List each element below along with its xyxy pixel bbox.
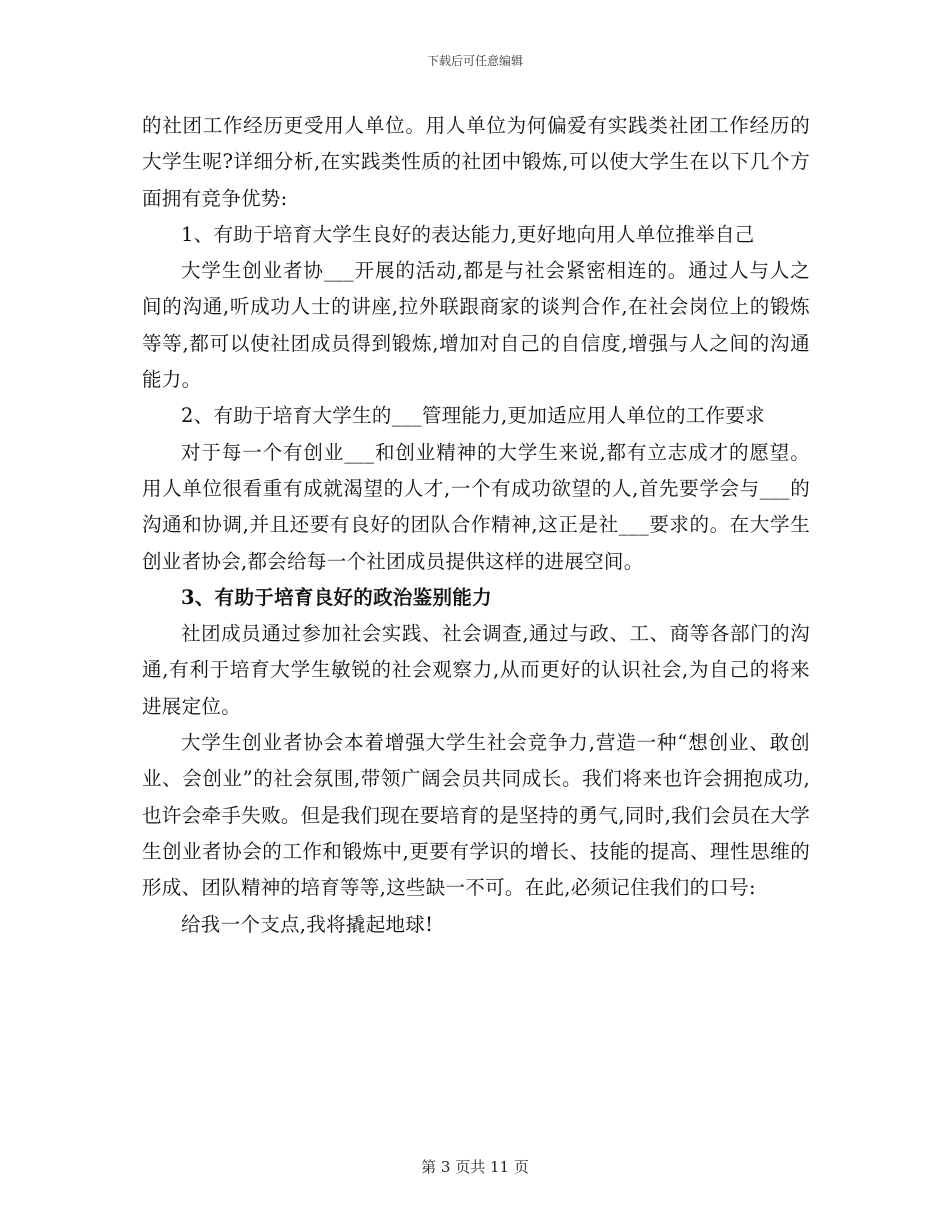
page-number: 第 3 页共 11 页 [421, 1158, 529, 1176]
slogan-paragraph: 给我一个支点,我将撬起地球! [181, 912, 434, 936]
paragraph-4: 对于每一个有创业___和创业精神的大学生来说,都有立志成才的愿望。用人单位很看重有成就渴望的人才,一个有成功欲望的人,首先要学会与___的沟通和协调,并且还要有良好的团队合作精神,这正是社___要求的。在大学生创业者协会,都会给每一个社团成员提供这样的进展空间。 [142, 440, 810, 573]
document-body [142, 108, 810, 943]
section-heading-1: 1、有助于培育大学生良好的表达能力,更好地向用人单位推举自己 [181, 222, 755, 246]
section-heading-3: 3、有助于培育良好的政治鉴别能力 [181, 585, 492, 609]
section-heading-2: 2、有助于培育大学生的___管理能力,更加适应用人单位的工作要求 [181, 404, 765, 428]
paragraph-7: 大学生创业者协会本着增强大学生社会竞争力,营造一种“想创业、敢创业、会创业”的社会氛围,带领广阔会员共同成长。我们将来也许会拥抱成功,也许会牵手失败。但是我们现在要培育的是坚持的勇气,同时,我们会员在大学生创业者协会的工作和锻炼中,更要有学识的增长、技能的提高、理性思维的形成、团队精神的培育等等,这些缺一不可。在此,必须记住我们的口号: [142, 731, 810, 900]
paragraph-0: 的社团工作经历更受用人单位。用人单位为何偏爱有实践类社团工作经历的大学生呢?详细分析,在实践类性质的社团中锻炼,可以使大学生在以下几个方面拥有竞争优势: [142, 114, 810, 210]
page-header-note: 下载后可任意编辑 [426, 54, 523, 68]
paragraph-2: 大学生创业者协___开展的活动,都是与社会紧密相连的。通过人与人之间的沟通,听成功人士的讲座,拉外联跟商家的谈判合作,在社会岗位上的锻炼等等,都可以使社团成员得到锻炼,增加对自己的自信度,增强与人之间的沟通能力。 [142, 259, 810, 392]
paragraph-6: 社团成员通过参加社会实践、社会调查,通过与政、工、商等各部门的沟通,有利于培育大学生敏锐的社会观察力,从而更好的认识社会,为自己的将来进展定位。 [142, 622, 810, 718]
